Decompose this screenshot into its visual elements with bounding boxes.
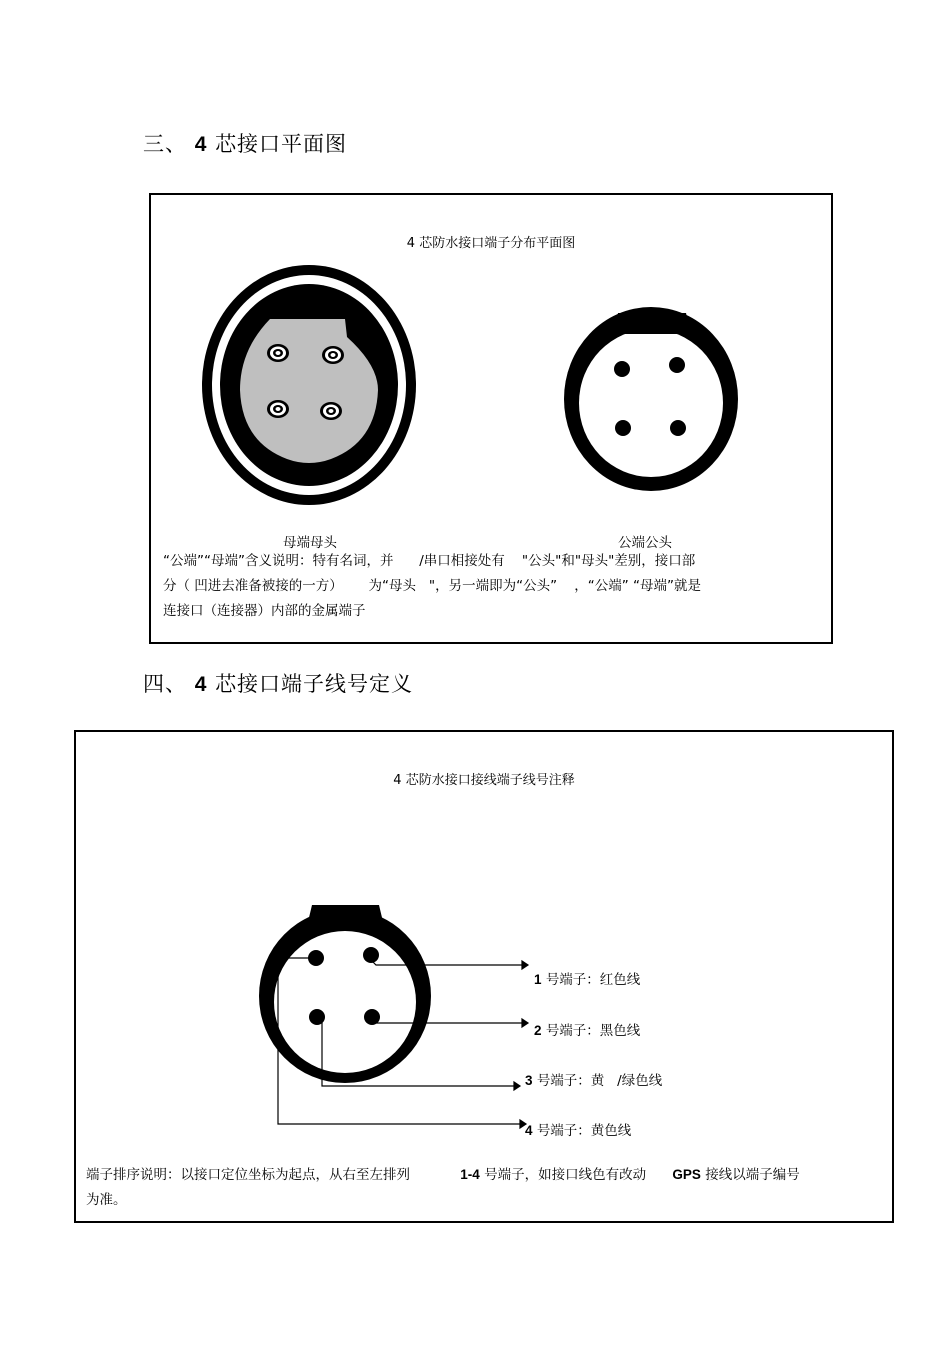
connector-layout-figure	[149, 193, 833, 644]
male-pin-2	[669, 357, 685, 373]
note-line-1: “公端”“母端”含义说明：特有名词，并 /串口相接处有 "公头"和"母头"差别，接口部	[163, 553, 696, 569]
male-connector-diagram	[564, 307, 738, 491]
male-label: 公端公头	[618, 535, 672, 551]
pin-4-dot	[308, 950, 324, 966]
female-socket-3	[267, 400, 289, 418]
section-3-heading-prefix: 三、	[143, 132, 187, 156]
female-socket-1	[267, 344, 289, 362]
pin-2-label: 2 号端子：黑色线	[534, 1023, 641, 1039]
section-4-heading-prefix: 四、	[143, 672, 187, 696]
pin-wiring-figure	[74, 730, 894, 1223]
female-socket-2	[322, 346, 344, 364]
pin-3-label: 3 号端子：黄 /绿色线	[525, 1073, 663, 1089]
pin-4-label: 4 号端子：黄色线	[525, 1123, 632, 1139]
section-4-heading	[143, 668, 413, 698]
section-4-heading-number: 4	[194, 673, 208, 696]
section-3-heading	[143, 128, 347, 158]
section-3-heading-text: 芯接口平面图	[215, 132, 348, 156]
male-key	[614, 313, 691, 334]
figure-title: 4 芯防水接口端子分布平面图	[406, 236, 576, 251]
male-inner-face	[579, 329, 723, 477]
male-pin-3	[615, 420, 631, 436]
wiring-figure-title: 4 芯防水接口接线端子线号注释	[393, 773, 575, 788]
connector-key	[307, 905, 384, 926]
section-3-heading-number: 4	[194, 133, 208, 156]
male-pin-4	[670, 420, 686, 436]
section-4-heading-text: 芯接口端子线号定义	[215, 672, 414, 696]
pin-order-note-line-1: 端子排序说明：以接口定位坐标为起点，从右至左排列 1-4 号端子，如接口线色有改动 GPS 接线以端子编号	[86, 1167, 800, 1183]
wiring-diagram	[76, 732, 896, 1225]
male-pin-1	[614, 361, 630, 377]
connector-inner-face	[274, 931, 416, 1073]
pin-order-note-line-2: 为准。	[86, 1192, 127, 1208]
female-socket-4	[320, 402, 342, 420]
terminology-note	[163, 549, 823, 624]
note-line-2: 分（ 凹进去准备被接的一方） 为“母头 "，另一端即为“公头” ，“公端” “母端”就是	[163, 578, 702, 594]
pin-order-note	[86, 1162, 886, 1213]
pin-1-label: 1 号端子：红色线	[534, 972, 641, 988]
note-line-3: 连接口（连接器）内部的金属端子	[163, 603, 366, 619]
female-label: 母端母头	[283, 535, 337, 551]
